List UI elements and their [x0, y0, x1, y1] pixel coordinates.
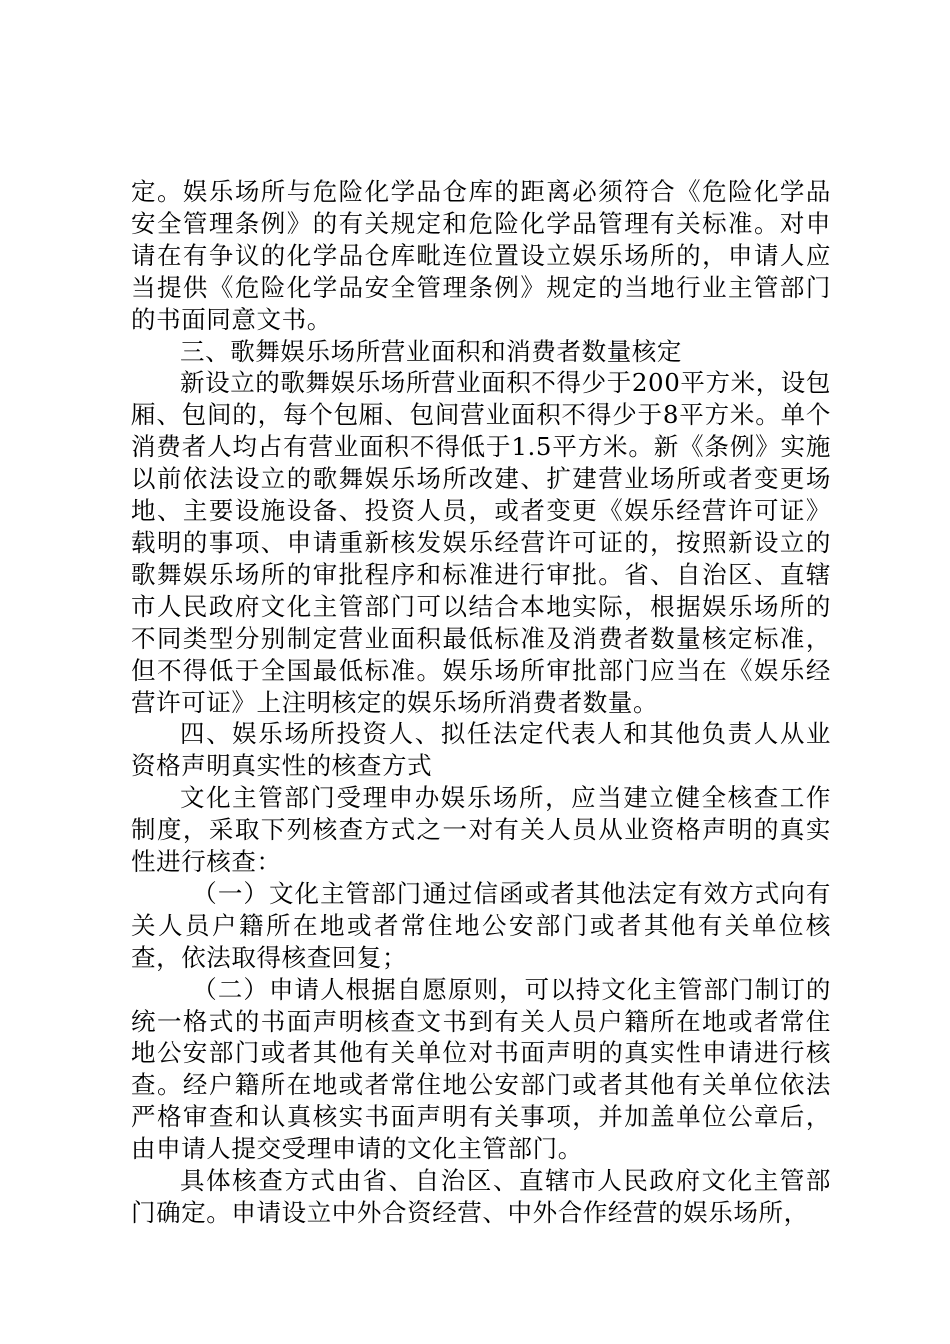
section-heading-3: 三、歌舞娱乐场所营业面积和消费者数量核定 [180, 336, 682, 366]
paragraph-business-area: 新设立的歌舞娱乐场所营业面积不得少于200平方米，设包厢、包间的，每个包厢、包间营业面积不得少于8平方米。单个消费者人均占有营业面积不得低于1.5平方米。新《条例》实施以前依法设立的歌舞娱乐场所改建、扩建营业场所或者变更场地、主要设施设备、投资人员，或者变更《娱乐经营许可证》载明的事项、申请重新核发娱乐经营许可证的，按照新设立的歌舞娱乐场所的审批程序和标准进行审批。省、自治区、直辖市人民政府文化主管部门可以结合本地实际，根据娱乐场所的不同类型分别制定营业面积最低标准及消费者数量核定标准，但不得低于全国最低标准。娱乐场所审批部门应当在《娱乐经营许可证》上注明核定的娱乐场所消费者数量。 [131, 368, 831, 717]
paragraph-continuation: 定。娱乐场所与危险化学品仓库的距离必须符合《危险化学品安全管理条例》的有关规定和危险化学品管理有关标准。对申请在有争议的化学品仓库毗连位置设立娱乐场所的，申请人应当提供《危险化学品安全管理条例》规定的当地行业主管部门的书面同意文书。 [131, 177, 831, 334]
paragraph-item-1: （一）文化主管部门通过信函或者其他法定有效方式向有关人员户籍所在地或者常住地公安部门或者其他有关单位核查，依法取得核查回复； [131, 878, 831, 972]
paragraph-specific-method: 具体核查方式由省、自治区、直辖市人民政府文化主管部门确定。申请设立中外合资经营、中外合作经营的娱乐场所， [131, 1166, 831, 1227]
paragraph-verification-intro: 文化主管部门受理申办娱乐场所，应当建立健全核查工作制度，采取下列核查方式之一对有关人员从业资格声明的真实性进行核查： [131, 783, 831, 877]
paragraph-item-2: （二）申请人根据自愿原则，可以持文化主管部门制订的统一格式的书面声明核查文书到有关人员户籍所在地或者常住地公安部门或者其他有关单位对书面声明的真实性申请进行核查。经户籍所在地或者常住地公安部门或者其他有关单位依法严格审查和认真核实书面声明有关事项，并加盖单位公章后，由申请人提交受理申请的文化主管部门。 [131, 974, 831, 1164]
document-body [131, 176, 831, 1229]
section-heading-4: 四、娱乐场所投资人、拟任法定代表人和其他负责人从业资格声明真实性的核查方式 [131, 719, 831, 781]
